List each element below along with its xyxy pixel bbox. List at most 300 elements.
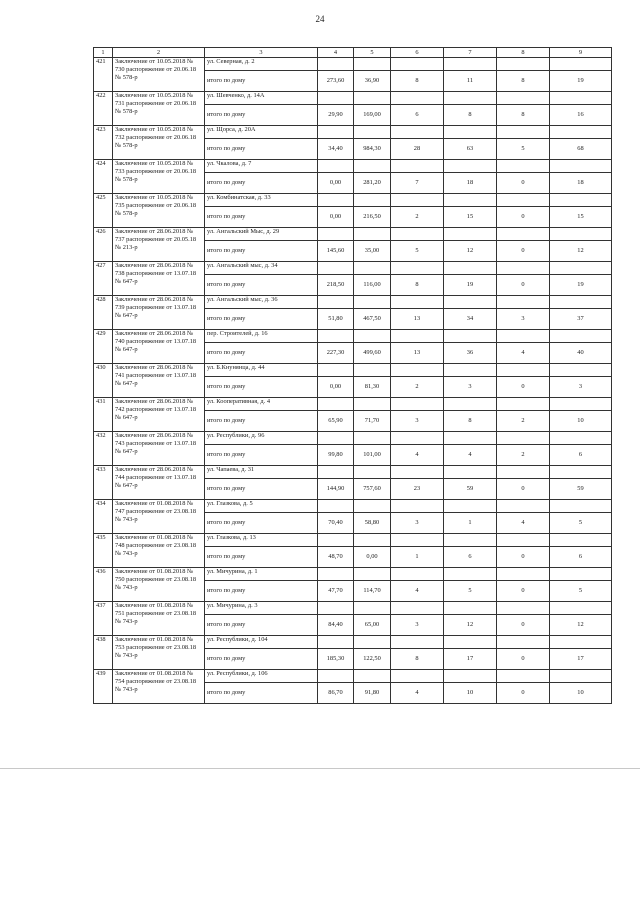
record-number: 422 <box>94 92 113 126</box>
count-col6: 5 <box>391 241 444 262</box>
area-value-col5: 116,00 <box>354 275 391 296</box>
table-row <box>94 500 612 513</box>
house-address: ул. Глазкова, д. 5 <box>205 500 318 513</box>
count-col6: 4 <box>391 683 444 704</box>
total-label: итого по дому <box>205 513 318 534</box>
total-label: итого по дому <box>205 139 318 160</box>
count-col6: 13 <box>391 343 444 364</box>
count-col7: 11 <box>444 71 497 92</box>
record-number: 427 <box>94 262 113 296</box>
count-col7: 63 <box>444 139 497 160</box>
house-address: ул. Республики, д. 106 <box>205 670 318 683</box>
document-reference: Заключение от 28.06.2018 № 743 распоряжение от 13.07.18 № 647-р <box>113 432 205 466</box>
column-header: 2 <box>113 48 205 58</box>
empty-cell <box>391 126 444 139</box>
empty-cell <box>318 58 354 71</box>
empty-cell <box>497 636 550 649</box>
empty-cell <box>318 432 354 445</box>
count-col9: 19 <box>550 275 612 296</box>
area-value-col4: 144,90 <box>318 479 354 500</box>
empty-cell <box>444 160 497 173</box>
area-value-col5: 757,60 <box>354 479 391 500</box>
empty-cell <box>497 534 550 547</box>
area-value-col5: 91,80 <box>354 683 391 704</box>
empty-cell <box>444 568 497 581</box>
count-col6: 3 <box>391 615 444 636</box>
area-value-col5: 71,70 <box>354 411 391 432</box>
table-row <box>94 636 612 649</box>
document-reference: Заключение от 10.05.2018 № 732 распоряжение от 20.06.18 № 578-р <box>113 126 205 160</box>
record-number: 434 <box>94 500 113 534</box>
empty-cell <box>444 432 497 445</box>
house-address: ул. Глазкова, д. 13 <box>205 534 318 547</box>
area-value-col4: 51,80 <box>318 309 354 330</box>
empty-cell <box>354 534 391 547</box>
house-address: ул. Северная, д. 2 <box>205 58 318 71</box>
empty-cell <box>354 194 391 207</box>
table-row <box>94 194 612 207</box>
empty-cell <box>391 330 444 343</box>
empty-cell <box>391 194 444 207</box>
document-reference: Заключение от 01.08.2018 № 753 распоряжение от 23.08.18 № 743-р <box>113 636 205 670</box>
housing-register-table <box>93 47 612 704</box>
empty-cell <box>318 568 354 581</box>
document-reference: Заключение от 28.06.2018 № 738 распоряжение от 13.07.18 № 647-р <box>113 262 205 296</box>
document-reference: Заключение от 10.05.2018 № 733 распоряжение от 20.06.18 № 578-р <box>113 160 205 194</box>
document-reference: Заключение от 01.08.2018 № 754 распоряжение от 23.08.18 № 743-р <box>113 670 205 704</box>
empty-cell <box>444 466 497 479</box>
table-row <box>94 228 612 241</box>
count-col7: 4 <box>444 445 497 466</box>
record-number: 430 <box>94 364 113 398</box>
count-col7: 36 <box>444 343 497 364</box>
empty-cell <box>318 330 354 343</box>
empty-cell <box>354 92 391 105</box>
count-col8: 0 <box>497 649 550 670</box>
area-value-col5: 0,00 <box>354 547 391 568</box>
empty-cell <box>444 670 497 683</box>
empty-cell <box>550 636 612 649</box>
record-number: 436 <box>94 568 113 602</box>
count-col8: 2 <box>497 411 550 432</box>
empty-cell <box>354 160 391 173</box>
empty-cell <box>550 296 612 309</box>
count-col7: 17 <box>444 649 497 670</box>
empty-cell <box>318 126 354 139</box>
empty-cell <box>354 670 391 683</box>
count-col8: 0 <box>497 547 550 568</box>
empty-cell <box>318 670 354 683</box>
total-label: итого по дому <box>205 173 318 194</box>
count-col7: 18 <box>444 173 497 194</box>
count-col9: 5 <box>550 513 612 534</box>
empty-cell <box>497 602 550 615</box>
table-row <box>94 466 612 479</box>
count-col8: 0 <box>497 377 550 398</box>
count-col7: 5 <box>444 581 497 602</box>
count-col9: 6 <box>550 547 612 568</box>
document-reference: Заключение от 10.05.2018 № 735 распоряжение от 20.06.18 № 578-р <box>113 194 205 228</box>
area-value-col4: 273,60 <box>318 71 354 92</box>
table-row <box>94 364 612 377</box>
document-reference: Заключение от 01.08.2018 № 750 распоряжение от 23.08.18 № 743-р <box>113 568 205 602</box>
count-col7: 10 <box>444 683 497 704</box>
column-header: 6 <box>391 48 444 58</box>
empty-cell <box>550 602 612 615</box>
table-row <box>94 398 612 411</box>
count-col7: 6 <box>444 547 497 568</box>
house-address: ул. Шевченко, д. 14А <box>205 92 318 105</box>
empty-cell <box>318 602 354 615</box>
area-value-col4: 99,80 <box>318 445 354 466</box>
count-col6: 3 <box>391 411 444 432</box>
house-address: ул. Чкалова, д. 7 <box>205 160 318 173</box>
empty-cell <box>391 364 444 377</box>
empty-cell <box>391 398 444 411</box>
empty-cell <box>444 228 497 241</box>
empty-cell <box>354 398 391 411</box>
document-reference: Заключение от 01.08.2018 № 751 распоряжение от 23.08.18 № 743-р <box>113 602 205 636</box>
house-address: ул. Щорса, д. 20А <box>205 126 318 139</box>
count-col9: 17 <box>550 649 612 670</box>
area-value-col4: 86,70 <box>318 683 354 704</box>
empty-cell <box>354 262 391 275</box>
table-row <box>94 432 612 445</box>
count-col8: 2 <box>497 445 550 466</box>
area-value-col4: 145,60 <box>318 241 354 262</box>
count-col8: 0 <box>497 683 550 704</box>
area-value-col4: 0,00 <box>318 173 354 194</box>
empty-cell <box>497 398 550 411</box>
count-col9: 10 <box>550 411 612 432</box>
empty-cell <box>497 126 550 139</box>
area-value-col5: 499,60 <box>354 343 391 364</box>
count-col7: 59 <box>444 479 497 500</box>
empty-cell <box>318 228 354 241</box>
house-address: ул. Ангальский Мыс, д. 29 <box>205 228 318 241</box>
count-col6: 23 <box>391 479 444 500</box>
record-number: 429 <box>94 330 113 364</box>
count-col8: 8 <box>497 105 550 126</box>
empty-cell <box>354 228 391 241</box>
count-col9: 3 <box>550 377 612 398</box>
area-value-col4: 227,30 <box>318 343 354 364</box>
house-address: ул. Мичурина, д. 3 <box>205 602 318 615</box>
total-label: итого по дому <box>205 207 318 228</box>
count-col9: 12 <box>550 241 612 262</box>
empty-cell <box>550 466 612 479</box>
area-value-col5: 114,70 <box>354 581 391 602</box>
table-row <box>94 92 612 105</box>
column-header: 3 <box>205 48 318 58</box>
count-col6: 13 <box>391 309 444 330</box>
count-col7: 15 <box>444 207 497 228</box>
record-number: 439 <box>94 670 113 704</box>
empty-cell <box>444 296 497 309</box>
column-header: 1 <box>94 48 113 58</box>
column-header: 5 <box>354 48 391 58</box>
count-col7: 34 <box>444 309 497 330</box>
record-number: 428 <box>94 296 113 330</box>
count-col6: 28 <box>391 139 444 160</box>
total-label: итого по дому <box>205 445 318 466</box>
count-col6: 8 <box>391 649 444 670</box>
document-reference: Заключение от 28.06.2018 № 742 распоряжение от 13.07.18 № 647-р <box>113 398 205 432</box>
total-label: итого по дому <box>205 377 318 398</box>
empty-cell <box>354 602 391 615</box>
empty-cell <box>354 432 391 445</box>
empty-cell <box>391 466 444 479</box>
empty-cell <box>444 92 497 105</box>
area-value-col5: 101,00 <box>354 445 391 466</box>
empty-cell <box>550 228 612 241</box>
count-col9: 6 <box>550 445 612 466</box>
area-value-col5: 122,50 <box>354 649 391 670</box>
total-label: итого по дому <box>205 649 318 670</box>
area-value-col4: 0,00 <box>318 207 354 228</box>
document-reference: Заключение от 01.08.2018 № 748 распоряжение от 23.08.18 № 743-р <box>113 534 205 568</box>
document-reference: Заключение от 28.06.2018 № 740 распоряжение от 13.07.18 № 647-р <box>113 330 205 364</box>
table-row <box>94 58 612 71</box>
empty-cell <box>550 398 612 411</box>
area-value-col4: 185,30 <box>318 649 354 670</box>
house-address: ул. Комбинатская, д. 33 <box>205 194 318 207</box>
column-number-row <box>94 48 612 58</box>
count-col7: 1 <box>444 513 497 534</box>
house-address: ул. Чапаева, д. 31 <box>205 466 318 479</box>
total-label: итого по дому <box>205 343 318 364</box>
table-row <box>94 670 612 683</box>
area-value-col4: 34,40 <box>318 139 354 160</box>
area-value-col5: 984,30 <box>354 139 391 160</box>
count-col9: 12 <box>550 615 612 636</box>
document-reference: Заключение от 28.06.2018 № 739 распоряжение от 13.07.18 № 647-р <box>113 296 205 330</box>
count-col8: 0 <box>497 581 550 602</box>
empty-cell <box>318 466 354 479</box>
house-address: ул. Ангальский мыс, д. 36 <box>205 296 318 309</box>
count-col6: 8 <box>391 275 444 296</box>
count-col9: 37 <box>550 309 612 330</box>
empty-cell <box>550 330 612 343</box>
area-value-col4: 0,00 <box>318 377 354 398</box>
empty-cell <box>550 126 612 139</box>
count-col7: 8 <box>444 105 497 126</box>
area-value-col4: 70,40 <box>318 513 354 534</box>
count-col8: 8 <box>497 71 550 92</box>
empty-cell <box>497 228 550 241</box>
count-col6: 4 <box>391 445 444 466</box>
count-col6: 7 <box>391 173 444 194</box>
document-reference: Заключение от 28.06.2018 № 744 распоряжение от 13.07.18 № 647-р <box>113 466 205 500</box>
count-col8: 0 <box>497 173 550 194</box>
column-header: 7 <box>444 48 497 58</box>
empty-cell <box>444 534 497 547</box>
count-col7: 19 <box>444 275 497 296</box>
empty-cell <box>354 296 391 309</box>
document-reference: Заключение от 28.06.2018 № 741 распоряжение от 13.07.18 № 647-р <box>113 364 205 398</box>
empty-cell <box>497 160 550 173</box>
count-col6: 2 <box>391 377 444 398</box>
empty-cell <box>318 296 354 309</box>
count-col8: 5 <box>497 139 550 160</box>
total-label: итого по дому <box>205 241 318 262</box>
area-value-col5: 169,00 <box>354 105 391 126</box>
empty-cell <box>444 58 497 71</box>
empty-cell <box>318 636 354 649</box>
total-label: итого по дому <box>205 615 318 636</box>
record-number: 426 <box>94 228 113 262</box>
count-col7: 12 <box>444 241 497 262</box>
area-value-col5: 65,00 <box>354 615 391 636</box>
total-label: итого по дому <box>205 581 318 602</box>
house-address: ул. Кооперативная, д. 4 <box>205 398 318 411</box>
record-number: 421 <box>94 58 113 92</box>
empty-cell <box>550 262 612 275</box>
empty-cell <box>318 364 354 377</box>
table-row <box>94 296 612 309</box>
table-row <box>94 126 612 139</box>
count-col8: 0 <box>497 207 550 228</box>
total-label: итого по дому <box>205 71 318 92</box>
empty-cell <box>497 330 550 343</box>
empty-cell <box>497 500 550 513</box>
empty-cell <box>497 194 550 207</box>
empty-cell <box>354 58 391 71</box>
page-number: 24 <box>315 14 325 24</box>
count-col6: 4 <box>391 581 444 602</box>
empty-cell <box>391 602 444 615</box>
empty-cell <box>444 500 497 513</box>
empty-cell <box>550 670 612 683</box>
empty-cell <box>391 228 444 241</box>
record-number: 437 <box>94 602 113 636</box>
area-value-col4: 84,40 <box>318 615 354 636</box>
area-value-col5: 58,80 <box>354 513 391 534</box>
count-col9: 59 <box>550 479 612 500</box>
count-col8: 0 <box>497 275 550 296</box>
empty-cell <box>444 398 497 411</box>
area-value-col5: 467,50 <box>354 309 391 330</box>
empty-cell <box>444 636 497 649</box>
table-row <box>94 330 612 343</box>
total-label: итого по дому <box>205 309 318 330</box>
document-reference: Заключение от 01.08.2018 № 747 распоряжение от 23.08.18 № 743-р <box>113 500 205 534</box>
empty-cell <box>497 262 550 275</box>
count-col9: 40 <box>550 343 612 364</box>
empty-cell <box>318 160 354 173</box>
record-number: 423 <box>94 126 113 160</box>
column-header: 4 <box>318 48 354 58</box>
count-col6: 3 <box>391 513 444 534</box>
total-label: итого по дому <box>205 105 318 126</box>
empty-cell <box>497 568 550 581</box>
house-address: ул. Республики, д. 96 <box>205 432 318 445</box>
column-header: 9 <box>550 48 612 58</box>
empty-cell <box>354 330 391 343</box>
empty-cell <box>550 568 612 581</box>
record-number: 435 <box>94 534 113 568</box>
empty-cell <box>354 500 391 513</box>
empty-cell <box>391 296 444 309</box>
table-row <box>94 534 612 547</box>
count-col6: 8 <box>391 71 444 92</box>
area-value-col4: 47,70 <box>318 581 354 602</box>
area-value-col4: 218,50 <box>318 275 354 296</box>
count-col7: 12 <box>444 615 497 636</box>
empty-cell <box>444 262 497 275</box>
count-col9: 15 <box>550 207 612 228</box>
empty-cell <box>550 58 612 71</box>
area-value-col5: 281,20 <box>354 173 391 194</box>
empty-cell <box>391 92 444 105</box>
empty-cell <box>497 670 550 683</box>
count-col8: 4 <box>497 343 550 364</box>
count-col8: 3 <box>497 309 550 330</box>
empty-cell <box>550 194 612 207</box>
empty-cell <box>550 364 612 377</box>
count-col8: 0 <box>497 615 550 636</box>
table-row <box>94 262 612 275</box>
count-col9: 10 <box>550 683 612 704</box>
area-value-col5: 216,50 <box>354 207 391 228</box>
count-col7: 3 <box>444 377 497 398</box>
empty-cell <box>444 364 497 377</box>
empty-cell <box>354 636 391 649</box>
empty-cell <box>444 194 497 207</box>
empty-cell <box>444 602 497 615</box>
empty-cell <box>354 568 391 581</box>
empty-cell <box>354 364 391 377</box>
total-label: итого по дому <box>205 275 318 296</box>
document-reference: Заключение от 10.05.2018 № 731 распоряжение от 20.06.18 № 578-р <box>113 92 205 126</box>
house-address: ул. Б.Кнунянца, д. 44 <box>205 364 318 377</box>
record-number: 432 <box>94 432 113 466</box>
table-row <box>94 568 612 581</box>
count-col6: 1 <box>391 547 444 568</box>
empty-cell <box>444 330 497 343</box>
count-col9: 18 <box>550 173 612 194</box>
empty-cell <box>391 670 444 683</box>
count-col8: 0 <box>497 479 550 500</box>
empty-cell <box>497 432 550 445</box>
empty-cell <box>550 160 612 173</box>
empty-cell <box>391 636 444 649</box>
count-col9: 16 <box>550 105 612 126</box>
table-row <box>94 602 612 615</box>
scan-edge-line <box>0 768 640 769</box>
area-value-col4: 65,90 <box>318 411 354 432</box>
area-value-col5: 35,00 <box>354 241 391 262</box>
empty-cell <box>391 262 444 275</box>
empty-cell <box>318 398 354 411</box>
house-address: ул. Республики, д. 104 <box>205 636 318 649</box>
house-address: ул. Ангальский мыс, д. 34 <box>205 262 318 275</box>
empty-cell <box>391 432 444 445</box>
empty-cell <box>318 92 354 105</box>
record-number: 424 <box>94 160 113 194</box>
area-value-col5: 36,90 <box>354 71 391 92</box>
area-value-col5: 81,30 <box>354 377 391 398</box>
empty-cell <box>391 568 444 581</box>
record-number: 425 <box>94 194 113 228</box>
total-label: итого по дому <box>205 411 318 432</box>
total-label: итого по дому <box>205 683 318 704</box>
house-address: пер. Строителей, д. 16 <box>205 330 318 343</box>
count-col9: 68 <box>550 139 612 160</box>
empty-cell <box>497 92 550 105</box>
count-col8: 4 <box>497 513 550 534</box>
empty-cell <box>550 500 612 513</box>
